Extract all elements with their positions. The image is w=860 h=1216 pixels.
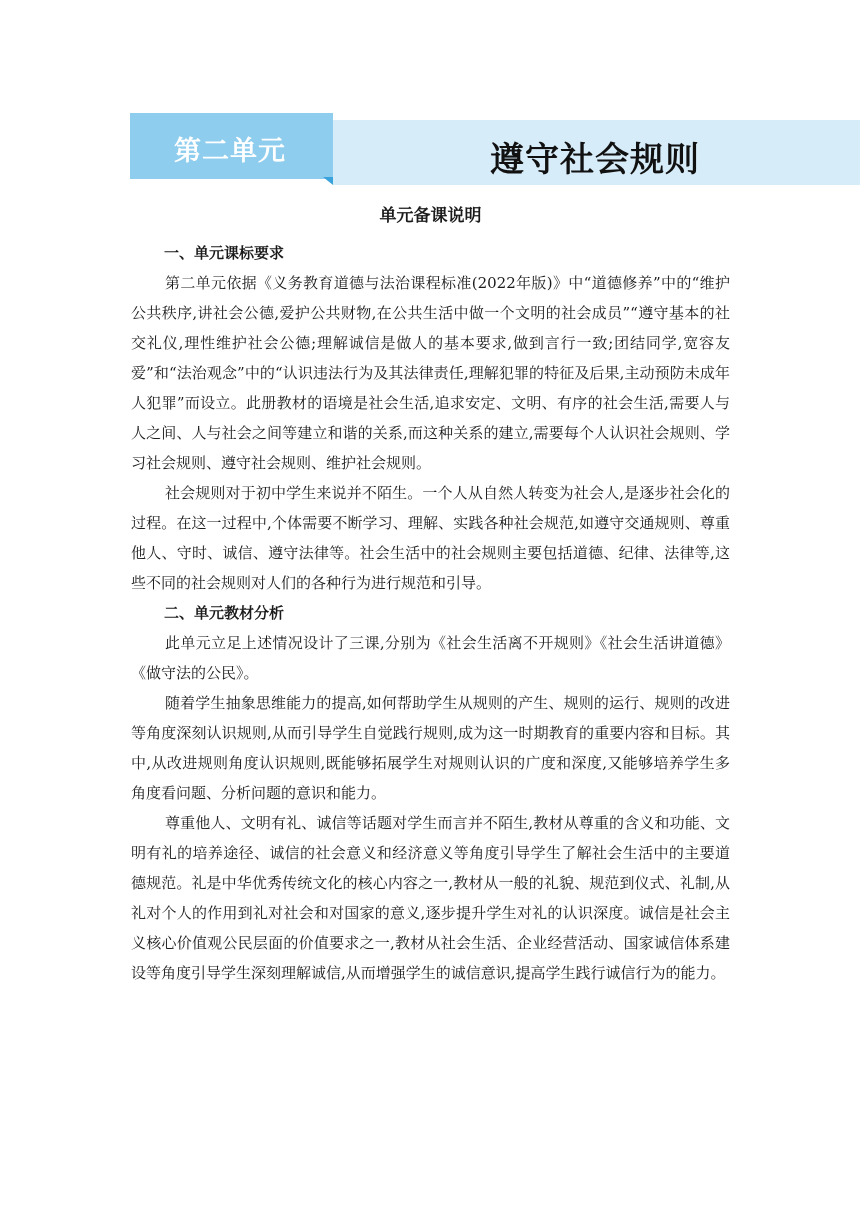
- unit-title-bar: [333, 120, 860, 185]
- section-heading-standards: 一、单元课标要求: [164, 244, 285, 262]
- paragraph: 第二单元依据《义务教育道德与法治课程标准(2022年版)》中“道德修养”中的“维护公共秩序,讲社会公德,爱护公共财物,在公共生活中做一个文明的社会成员”“遵守基本的社交礼仪,理性维护社会公德;理解诚信是做人的基本要求,做到言行一致;团结同学,宽容友爱”和“法治观念”中的“认识违法行为及其法律责任,理解犯罪的特征及后果,主动预防未成年人犯罪”而设立。此册教材的语境是社会生活,追求安定、文明、有序的社会生活,需要人与人之间、人与社会之间等建立和谐的关系,而这种关系的建立,需要每个人认识社会规则、学习社会规则、遵守社会规则、维护社会规则。: [131, 274, 730, 472]
- document-body: [131, 200, 730, 988]
- unit-label: 第二单元: [174, 136, 286, 167]
- paragraph: 此单元立足上述情况设计了三课,分别为《社会生活离不开规则》《社会生活讲道德》《做守法的公民》。: [131, 634, 730, 682]
- unit-title: 遵守社会规则: [490, 140, 700, 180]
- unit-banner: [130, 113, 860, 185]
- paragraph: 随着学生抽象思维能力的提高,如何帮助学生从规则的产生、规则的运行、规则的改进等角度深刻认识规则,从而引导学生自觉践行规则,成为这一时期教育的重要内容和目标。其中,从改进规则角度认识规则,既能够拓展学生对规则认识的广度和深度,又能够培养学生多角度看问题、分析问题的意识和能力。: [131, 694, 730, 802]
- paragraph: 尊重他人、文明有礼、诚信等话题对学生而言并不陌生,教材从尊重的含义和功能、文明有礼的培养途径、诚信的社会意义和经济意义等角度引导学生了解社会生活中的主要道德规范。礼是中华优秀传统文化的核心内容之一,教材从一般的礼貌、规范到仪式、礼制,从礼对个人的作用到礼对社会和对国家的意义,逐步提升学生对礼的认识深度。诚信是社会主义核心价值观公民层面的价值要求之一,教材从社会生活、企业经营活动、国家诚信体系建设等角度引导学生深刻理解诚信,从而增强学生的诚信意识,提高学生践行诚信行为的能力。: [131, 814, 730, 982]
- unit-label-block: [130, 113, 333, 179]
- document-title: 单元备课说明: [379, 206, 482, 226]
- banner-notch: [323, 177, 333, 185]
- section-heading-analysis: 二、单元教材分析: [164, 604, 285, 622]
- paragraph: 社会规则对于初中学生来说并不陌生。一个人从自然人转变为社会人,是逐步社会化的过程。在这一过程中,个体需要不断学习、理解、实践各种社会规范,如遵守交通规则、尊重他人、守时、诚信、遵守法律等。社会生活中的社会规则主要包括道德、纪律、法律等,这些不同的社会规则对人们的各种行为进行规范和引导。: [131, 484, 730, 592]
